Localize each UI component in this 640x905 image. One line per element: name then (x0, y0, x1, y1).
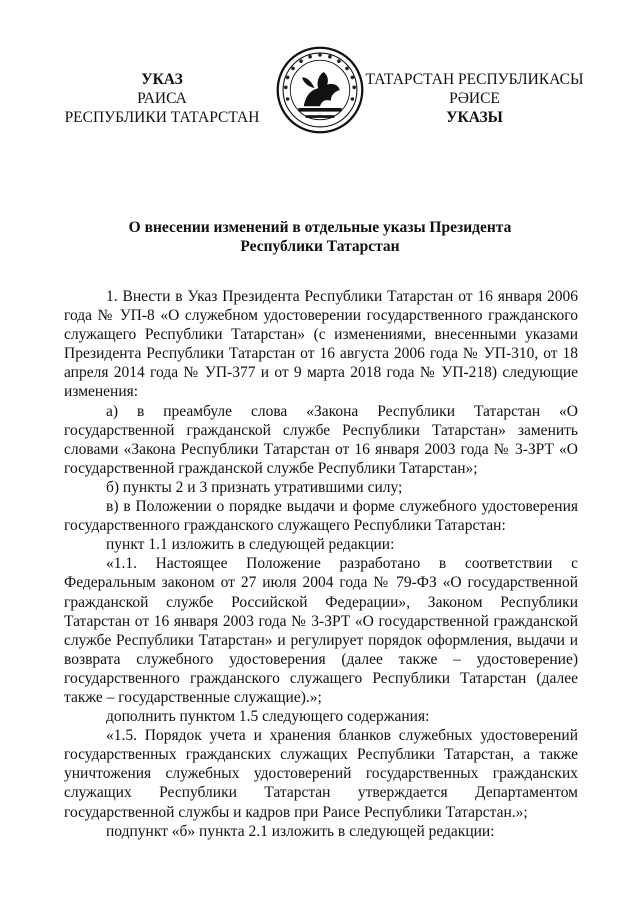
header-right-line-1: ТАТАРСТАН РЕСПУБЛИКАСЫ (365, 71, 584, 88)
header-left-line-2: РАИСА (137, 90, 187, 107)
paragraph: б) пункты 2 и 3 признать утратившими силу; (106, 478, 403, 496)
paragraph: дополнить пунктом 1.5 следующего содержания: (106, 708, 430, 726)
header-right-line-2: РӘИСЕ (449, 90, 500, 107)
header-right-line-3: УКАЗЫ (446, 109, 503, 126)
title-line-1: О внесении изменений в отдельные указы Президента (128, 219, 512, 236)
header-left-line-3: РЕСПУБЛИКИ ТАТАРСТАН (64, 109, 260, 126)
paragraph: в) в Положении о порядке выдачи и форме служебного удостоверения государственного гражданского служащего Республики Татарстан: (64, 498, 578, 535)
header-left-line-1: УКАЗ (141, 71, 183, 88)
paragraph: «1.1. Настоящее Положение разработано в соответствии с Федеральным законом от 27 июля 2004 года № 79-ФЗ «О государственной гражданской службе Российской Федерации», Законом Республики Татарстан от 16 января 2003 года № 3-ЗРТ «О государственной гражданской службе Республики Татарстан» и регулирует порядок оформления, выдачи и возврата служебного удостоверения (далее также – удостоверение) государственного гражданского служащего Республики Татарстан (далее также – государственные служащие).»; (64, 555, 578, 706)
paragraph: «1.5. Порядок учета и хранения бланков служебных удостоверений государственных гражданских служащих Республики Татарстан, а также уничтожения служебных удостоверений государственных гражданских служащих Республики Татарстан утверждается Департаментом государственной службы и кадров при Раисе Республики Татарстан.»; (64, 727, 578, 821)
paragraph: 1. Внести в Указ Президента Республики Татарстан от 16 января 2006 года № УП-8 «О служебном удостоверении государственного гражданского служащего Республики Татарстан» (с изменениями, внесенными указами Президента Республики Татарстан от 16 августа 2006 года № УП-310, от 18 апреля 2014 года № УП-377 и от 9 марта 2018 года № УП-218) следующие изменения: (64, 288, 578, 401)
document-title (60, 218, 580, 256)
paragraph: подпункт «б» пункта 2.1 изложить в следующей редакции: (106, 822, 495, 840)
paragraph: а) в преамбуле слова «Закона Республики Татарстан «О государственной гражданской службе Республики Татарстан» заменить словами «Закона Республики Татарстан от 16 января 2003 года № 3-ЗРТ «О государственной гражданской службе Республики Татарстан»; (64, 402, 578, 477)
title-line-2: Республики Татарстан (240, 238, 400, 255)
document-body (64, 287, 578, 841)
paragraph: пункт 1.1 изложить в следующей редакции: (106, 536, 395, 554)
header-left-russian (48, 70, 276, 127)
header-right-tatar (352, 70, 597, 127)
